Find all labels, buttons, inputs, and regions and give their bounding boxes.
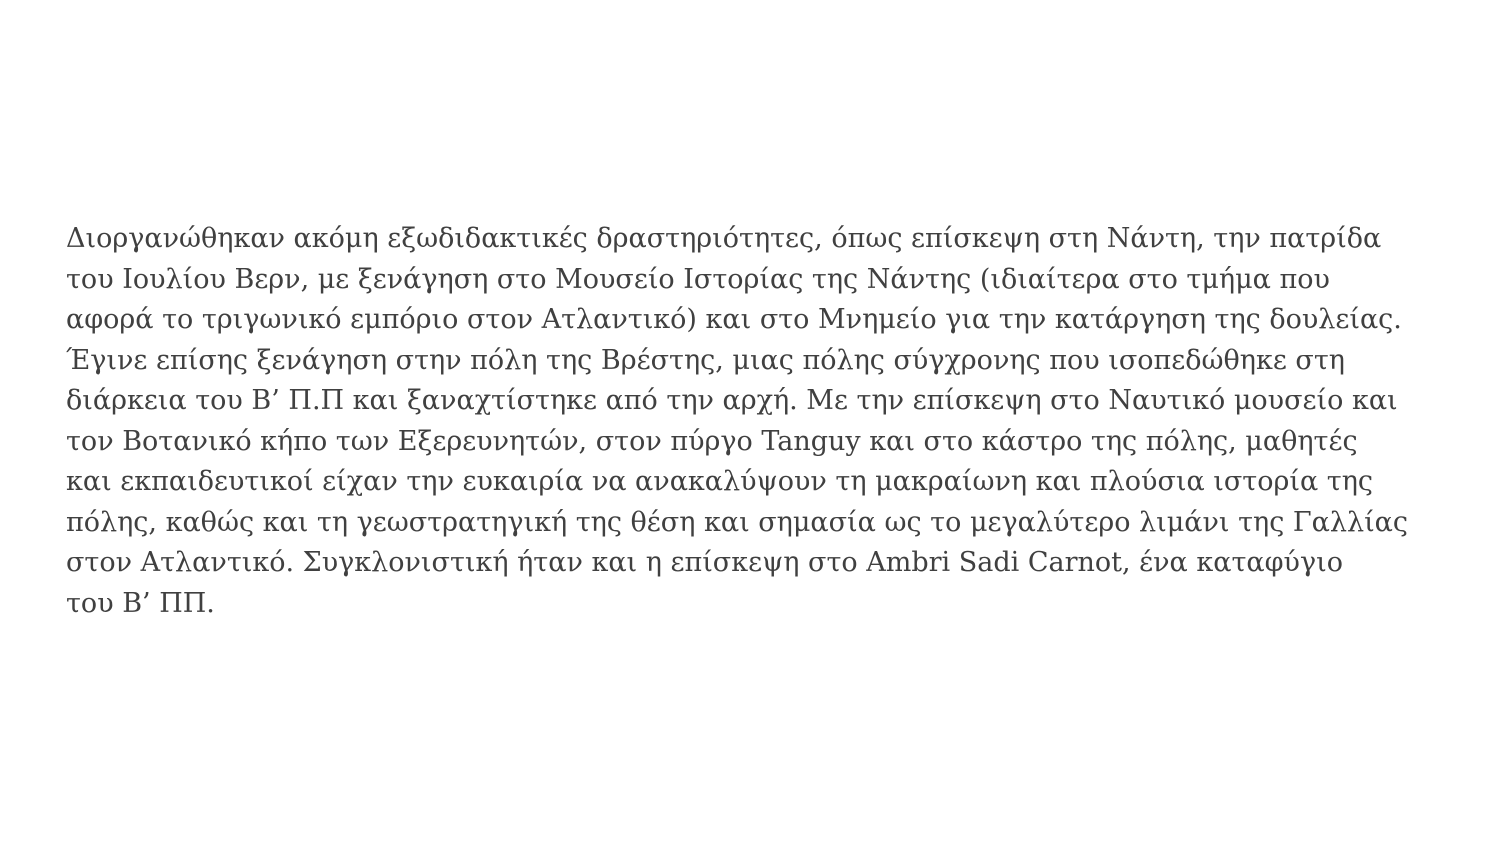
paragraph-line: του Β’ ΠΠ. (66, 587, 215, 619)
body-paragraph (66, 219, 1446, 624)
paragraph-line: στον Ατλαντικό. Συγκλονιστική ήταν και η επίσκεψη στο Ambri Sadi Carnot, ένα καταφύγιο (66, 547, 1343, 578)
paragraph-line: πόλης, καθώς και τη γεωστρατηγική της θέση και σημασία ως το μεγαλύτερο λιμάνι της Γαλλίας (66, 506, 1409, 538)
paragraph-line: τον Βοτανικό κήπο των Εξερευνητών, στον πύργο Tanguy και στο κάστρο της πόλης, μαθητές (66, 425, 1358, 457)
paragraph-line: αφορά το τριγωνικό εμπόριο στον Ατλαντικό) και στο Μνημείο για την κατάργηση της δουλείας. (66, 304, 1402, 335)
paragraph-line: Διοργανώθηκαν ακόμη εξωδιδακτικές δραστηριότητες, όπως επίσκεψη στη Νάντη, την πατρίδα (66, 223, 1382, 254)
paragraph-line: του Ιουλίου Βερν, με ξενάγηση στο Μουσείο Ιστορίας της Νάντης (ιδιαίτερα στο τμήμα που (66, 263, 1330, 295)
paragraph-line: και εκπαιδευτικοί είχαν την ευκαιρία να ανακαλύψουν τη μακραίωνη και πλούσια ιστορία της (66, 466, 1373, 497)
paragraph-line: Έγινε επίσης ξενάγηση στην πόλη της Βρέστης, μιας πόλης σύγχρονης που ισοπεδώθηκε στη (66, 344, 1345, 376)
paragraph-line: διάρκεια του Β’ Π.Π και ξαναχτίστηκε από την αρχή. Με την επίσκεψη στο Ναυτικό μουσείο και (66, 385, 1398, 416)
